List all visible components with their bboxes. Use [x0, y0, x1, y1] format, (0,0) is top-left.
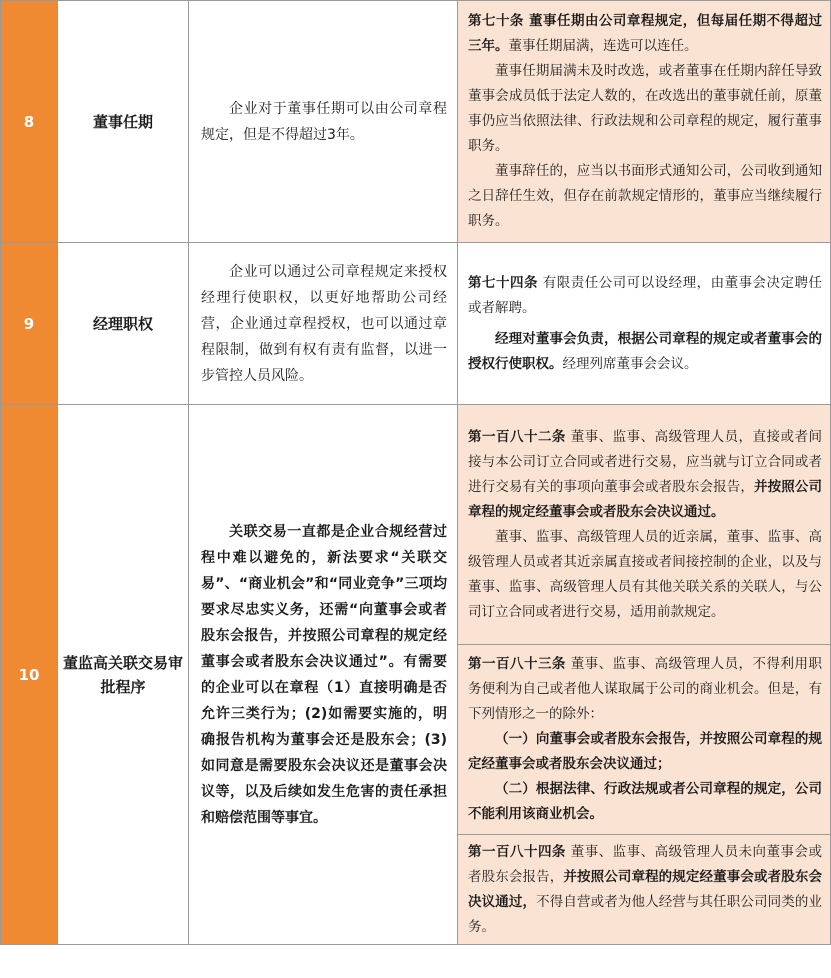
law-cell [458, 243, 831, 405]
law-paragraph: （二）根据法律、行政法规或者公司章程的规定，公司不能利用该商业机会。 [468, 781, 822, 822]
interpretation-cell [189, 243, 458, 405]
row-number: 10 [1, 405, 58, 945]
row-topic: 董监高关联交易审批程序 [58, 405, 189, 945]
law-paragraph: （一）向董事会或者股东会报告，并按照公司章程的规定经董事会或者股东会决议通过； [468, 731, 822, 772]
row-number: 8 [1, 1, 58, 243]
law-paragraph: 董事辞任的，应当以书面形式通知公司，公司收到通知之日辞任生效，但存在前款规定情形的，董事应当继续履行职务。 [468, 163, 822, 229]
table-row [1, 243, 831, 405]
law-bold-text: 经理对董事会负责，根据公司章程的规定或者董事会的授权行使职权。 [468, 330, 822, 372]
table-row [1, 405, 831, 645]
law-paragraph: 董事任期届满未及时改选，或者董事在任期内辞任导致董事会成员低于法定人数的，在改选出的董事就任前，原董事仍应当依照法律、行政法规和公司章程的规定，履行董事职务。 [468, 63, 822, 154]
law-article-title: 第一百八十二条 [468, 428, 566, 445]
row-topic: 董事任期 [58, 1, 189, 243]
law-bold-text: 并按照公司章程的规定经董事会或者股东会决议通过， [468, 868, 823, 910]
law-cell [458, 405, 831, 645]
interpretation-cell [189, 1, 458, 243]
law-paragraph [468, 9, 822, 59]
interpretation-text: 企业对于董事任期可以由公司章程规定，但是不得超过3年。 [201, 100, 447, 143]
law-paragraph: 董事、监事、高级管理人员的近亲属，董事、监事、高级管理人员或者其近亲属直接或者间接控制的企业，以及与董事、监事、高级管理人员有其他关联关系的关联人，与公司订立合同或者进行交易，适用前款规定。 [468, 528, 822, 620]
law-bold-text: 并按照公司章程的规定经董事会或者股东会决议通过。 [468, 478, 823, 520]
law-paragraph [468, 327, 822, 377]
law-cell [458, 835, 831, 945]
law-paragraph [468, 840, 822, 940]
law-text: 经理列席董事会会议。 [562, 355, 698, 372]
law-text: 董事、监事、高级管理人员，直接或者间接与本公司订立合同或者进行交易，应当就与订立合同或者进行交易有关的事项向董事会或者股东会报告， [468, 428, 822, 495]
interpretation-text: 企业可以通过公司章程规定来授权经理行使职权，以更好地帮助公司经营，企业通过章程授权，也可以通过章程限制，做到有权有责有监督，以进一步管控人员风险。 [201, 263, 447, 384]
table-row [1, 1, 831, 243]
row-topic: 经理职权 [58, 243, 189, 405]
law-cell [458, 1, 831, 243]
law-text: 董事、监事、高级管理人员未向董事会或者股东会报告， [468, 843, 822, 885]
law-text: 不得自营或者为他人经营与其任职公司同类的业务。 [468, 893, 823, 935]
law-article-title: 第七十条 董事任期由公司章程规定，但每届任期不得超过三年。 [468, 13, 822, 54]
law-text: 董事任期届满，连选可以连任。 [508, 38, 698, 54]
law-paragraph [468, 425, 822, 525]
law-text: 有限责任公司可以设经理，由董事会决定聘任或者解聘。 [468, 274, 823, 316]
row-number: 9 [1, 243, 58, 405]
law-article-title: 第七十四条 [468, 274, 538, 291]
law-cell [458, 645, 831, 835]
law-article-title: 第一百八十三条 [468, 656, 566, 672]
law-paragraph [468, 271, 822, 321]
law-article-title: 第一百八十四条 [468, 843, 566, 860]
interpretation-cell [189, 405, 458, 945]
law-paragraph [468, 652, 822, 727]
interpretation-text: 关联交易一直都是企业合规经营过程中难以避免的，新法要求“关联交易”、“商业机会”和“同业竞争”三项均要求尽忠实义务，还需“向董事会或者股东会报告，并按照公司章程的规定经董事会或者股东会决议通过”。有需要的企业可以在章程（1）直接明确是否允许三类行为；(2)如需要实施的，明确报告机构为董事会还是股东会；(3)如同意是需要股东会决议还是董事会决议等，以及后续如发生危害的责任承担和赔偿范围等事宜。 [201, 523, 447, 826]
law-text: 董事、监事、高级管理人员，不得利用职务便利为自己或者他人谋取属于公司的商业机会。但是，有下列情形之一的除外： [468, 656, 822, 722]
